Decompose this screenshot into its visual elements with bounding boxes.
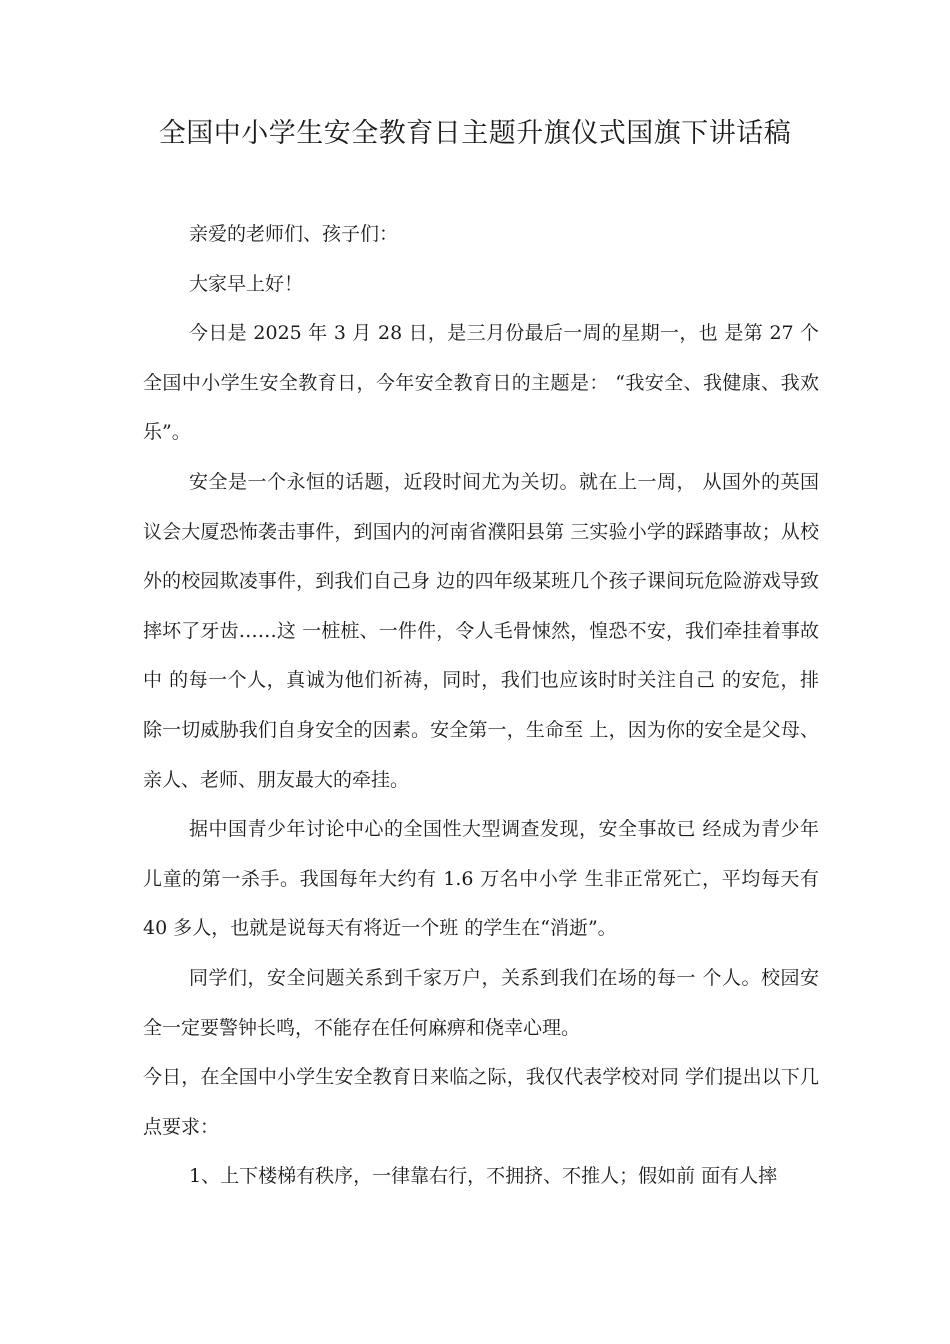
paragraph-requirement-1: 1、上下楼梯有秩序，一律靠右行，不拥挤、不推人；假如前 面有人摔 bbox=[189, 1165, 778, 1188]
document-title: 全国中小学生安全教育日主题升旗仪式国旗下讲话稿 bbox=[158, 118, 792, 149]
paragraph-survey: 据中国青少年讨论中心的全国性大型调查发现，安全事故已 经成为青少年儿童的第一杀手。我国每年大约有 1.6 万名中小学 生非正常死亡，平均每天有 40 多人，也就是说每天有将近一个班 的学生在“消逝”。 bbox=[143, 818, 819, 940]
paragraph-students: 同学们，安全问题关系到千家万户，关系到我们在场的每一 个人。校园安全一定要警钟长鸣，不能存在任何麻痹和侥幸心理。 bbox=[143, 966, 819, 1039]
paragraph-good-morning: 大家早上好！ bbox=[189, 272, 304, 295]
paragraph-requirements-intro: 今日，在全国中小学生安全教育日来临之际，我仅代表学校对同 学们提出以下几点要求： bbox=[143, 1066, 819, 1138]
paragraph-date-theme: 今日是 2025 年 3 月 28 日，是三月份最后一周的星期一，也 是第 27 个全国中小学生安全教育日，今年安全教育日的主题是： “我安全、我健康、我欢乐”。 bbox=[143, 322, 819, 444]
document-body bbox=[143, 210, 819, 1202]
paragraph-safety-events: 安全是一个永恒的话题，近段时间尤为关切。就在上一周， 从国外的英国议会大厦恐怖袭击事件，到国内的河南省濮阳县第 三实验小学的踩踏事故；从校外的校园欺凌事件，到我们自己身 边的四年级某班几个孩子课间玩危险游戏导致摔坏了牙齿……这 一桩桩、一件件，令人毛骨悚然，惶恐不安，我们牵挂着事故中 的每一个人，真诚为他们祈祷，同时，我们也应该时时关注自己 的安危，排除一切威胁我们自身安全的因素。安全第一，生命至 上，因为你的安全是父母、亲人、老师、朋友最大的牵挂。 bbox=[143, 470, 819, 791]
paragraph-greeting: 亲爱的老师们、孩子们： bbox=[189, 223, 399, 245]
